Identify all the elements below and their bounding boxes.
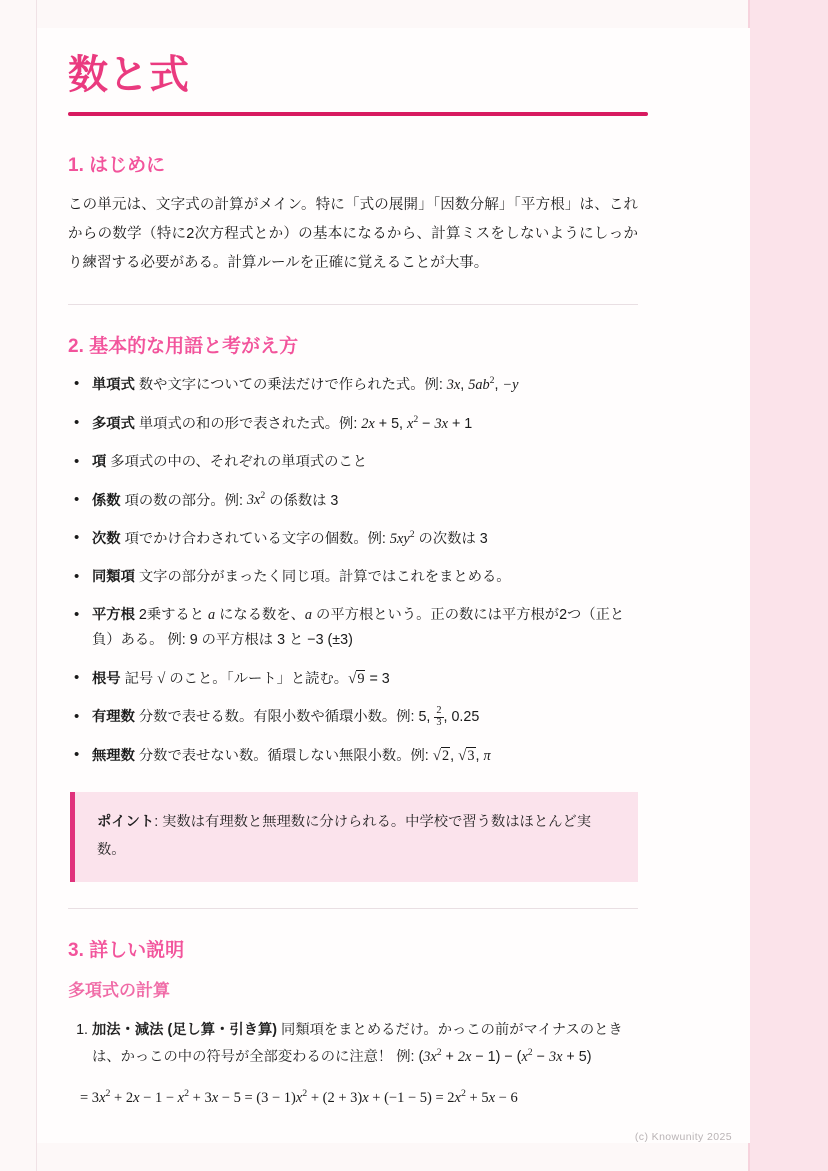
term-label: 項: [92, 453, 107, 470]
intro-paragraph: この単元は、文字式の計算がメイン。特に「式の展開」「因数分解」「平方根」は、これからの数学（特に2次方程式とか）の基本になるから、計算ミスをしないようにしっかり練習する必要がある。計算ルールを正確に覚えることが大事。: [68, 197, 638, 271]
term-label: 根号: [92, 671, 121, 688]
term-label: 有理数: [92, 709, 135, 726]
document-content: [68, 52, 638, 1107]
term-description: 分数で表せる数。有限小数や循環小数。例: 5, $\frac{2}{3}$ , 0.25: [138, 705, 480, 729]
section-heading-detail: 3. 詳しい説明: [68, 940, 185, 962]
section-heading-terms: 2. 基本的な用語と考がえ方: [68, 336, 299, 357]
term-description: 記号 √ のこと。「ルート」と読む。√9 = 3: [124, 671, 390, 688]
term-label: 同類項: [92, 569, 135, 586]
term-description: 数や文字についての乗法だけで作られた式。例: 3x, $5ab^2$, −y: [138, 375, 519, 393]
list-item: [68, 372, 638, 398]
steps-list: [68, 1017, 638, 1070]
list-item: [68, 488, 638, 514]
equation-line: = $3x^2 + 2x - 1 - x^2 + 3x - 5 = (3 - 1)x^2 + (2 + 3)x + (-1 - 5) = 2x^2 + 5x - 6$: [80, 1088, 518, 1107]
title-underline: [68, 112, 648, 116]
callout-text: : 実数は有理数と無理数に分けられる。中学校で習う数はほとんど実数。: [97, 813, 592, 858]
point-callout: [70, 792, 638, 883]
term-label: 次数: [92, 531, 121, 548]
terms-list: [68, 372, 638, 770]
footer-credit: (c) Knowunity 2025: [634, 1131, 732, 1143]
subsection-heading-polynomial: 多項式の計算: [68, 981, 170, 1001]
term-description: 2乗すると a になる数を、a の平方根という。正の数には平方根が2つ（正と負）ある。 例: 9 の平方根は 3 と −3 (±3): [92, 607, 625, 649]
list-item: [68, 603, 638, 653]
section-heading-intro: 1. はじめに: [68, 155, 166, 176]
list-item: [68, 411, 638, 437]
term-label: 単項式: [92, 376, 135, 393]
term-description: 単項式の和の形で表された式。例: 2x + 5, $x^2 - 3x + 1$: [138, 413, 473, 432]
list-item: [68, 705, 638, 730]
term-description: 多項式の中の、それぞれの単項式のこと: [110, 453, 368, 470]
list-item: [68, 743, 638, 769]
list-item: [68, 666, 638, 692]
term-label: 平方根: [92, 607, 135, 624]
list-item: [68, 526, 638, 552]
list-item: [92, 1017, 638, 1070]
term-label: 無理数: [92, 748, 135, 765]
term-label: 係数: [92, 492, 121, 509]
list-item: [68, 565, 638, 590]
term-label: 多項式: [92, 415, 135, 432]
page-title: 数と式: [68, 53, 190, 97]
section-divider-2: [68, 908, 638, 909]
term-description: 文字の部分がまったく同じ項。計算ではこれをまとめる。: [138, 569, 511, 586]
term-description: 分数で表せない数。循環しない無限小数。例: √2, √3, π: [138, 748, 491, 765]
step-lead: 加法・減法 (足し算・引き算): [92, 1022, 278, 1039]
term-description: 項の数の部分。例: $3x^2$ の係数は 3: [124, 490, 339, 509]
section-divider-1: [68, 304, 638, 305]
callout-label: ポイント: [97, 813, 155, 830]
right-edge-stripe: [750, 0, 828, 1171]
term-description: 項でかけ合わされている文字の個数。例: $5xy^2$ の次数は 3: [124, 529, 488, 548]
step-body: 同類項をまとめるだけ。かっこの前がマイナスのときは、かっこの中の符号が全部変わるのに注意！ 例: $(3x^2 + 2x - 1) - (x^2 - 3x + 5)$: [92, 1022, 623, 1065]
list-item: [68, 450, 638, 475]
